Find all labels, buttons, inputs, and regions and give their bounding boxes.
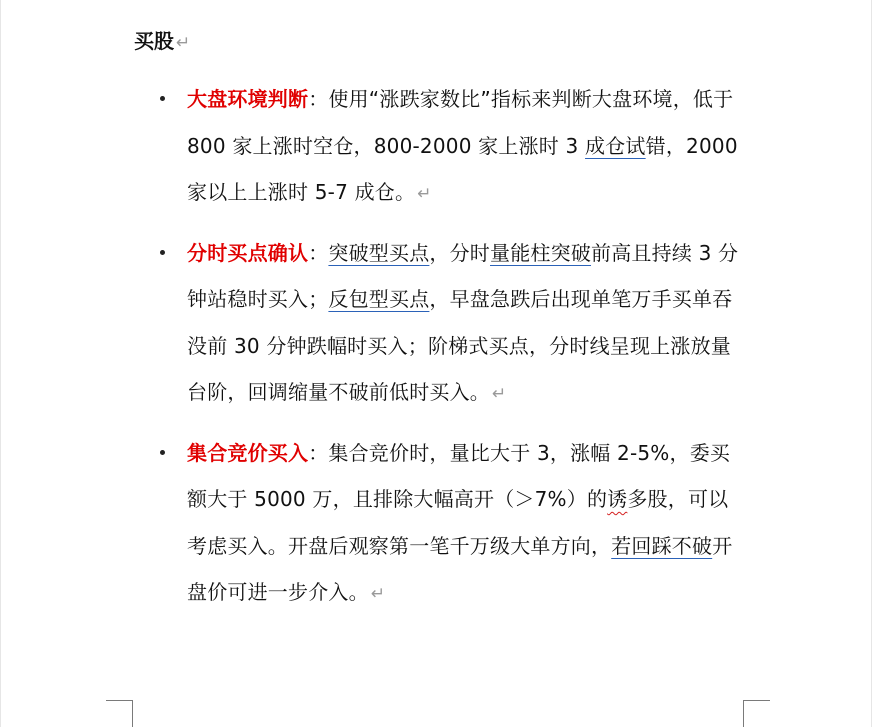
bullet-icon (160, 250, 165, 255)
grammar-underlined-text: 若回踩不破 (611, 533, 713, 558)
bullet-list (0, 76, 872, 630)
body-text: 错，2000 家以上上涨时 5-7 成仓。 (187, 133, 738, 204)
bullet-icon (160, 96, 165, 101)
body-text: ： (308, 240, 329, 265)
list-item[interactable] (0, 430, 872, 618)
list-item-term: 集合竞价买入 (187, 440, 309, 465)
grammar-underlined-text: 量能柱突破 (490, 240, 592, 265)
list-item-term: 大盘环境判断 (187, 87, 309, 111)
grammar-underlined-text: 突破型买点 (328, 240, 430, 265)
section-heading[interactable] (134, 26, 190, 58)
paragraph-mark-icon: ↵ (492, 384, 507, 404)
list-item-text[interactable] (187, 230, 742, 418)
bullet-icon (160, 450, 165, 455)
list-item-term: 分时买点确认 (187, 240, 309, 265)
paragraph-mark-icon: ↵ (176, 33, 191, 53)
paragraph-mark-icon: ↵ (417, 184, 432, 204)
crop-mark-icon (106, 700, 133, 727)
body-text: 前高且持续 3 分钟站稳时买入； (187, 240, 739, 311)
body-text: ：集合竞价时，量比大于 3，涨幅 2-5%，委买额大于 5000 万，且排除大幅高开（＞7%）的 (187, 440, 731, 511)
body-text: ，早盘急跌后出现单笔万手买单吞没前 30 分钟跌幅时买入；阶梯式买点，分时线呈现上涨放量台阶，回调缩量不破前低时买入。 (187, 287, 733, 404)
paragraph-mark-icon: ↵ (370, 584, 386, 604)
grammar-underlined-text: 成仓试 (585, 133, 646, 158)
grammar-underlined-text: 反包型买点 (328, 287, 430, 311)
body-text: 开盘价可进一步介入。 (187, 533, 733, 604)
body-text: ，分时 (429, 240, 491, 265)
heading-text: 买股 (134, 29, 174, 53)
body-text: 多股，可以考虑买入。开盘后观察第一笔千万级大单方向， (187, 487, 729, 558)
list-item-text[interactable] (187, 76, 742, 218)
body-text: ：使用“涨跌家数比”指标来判断大盘环境，低于 800 家上涨时空仓，800-2000 家上涨时 3 (187, 87, 734, 158)
list-item[interactable] (0, 230, 872, 418)
list-item[interactable] (0, 76, 872, 218)
list-item-text[interactable] (187, 430, 742, 618)
crop-mark-icon (743, 700, 770, 727)
spellcheck-underlined-text: 诱 (607, 487, 628, 511)
